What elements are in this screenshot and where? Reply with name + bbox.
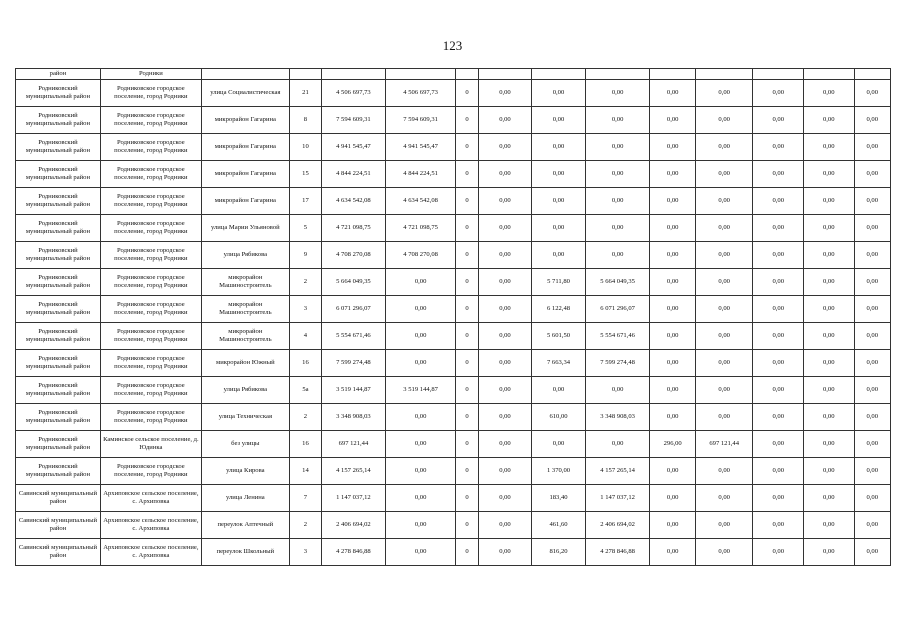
amount-cell: 0,00	[385, 539, 456, 566]
settlement-cell: Родниковское городское поселение, город Родники	[100, 377, 201, 404]
district-cell: Родниковский муниципальный район	[16, 458, 101, 485]
amount-cell: 0,00	[854, 107, 891, 134]
district-cell: Савинский муниципальный район	[16, 539, 101, 566]
total-cost-cell: 7 599 274,48	[322, 350, 386, 377]
amount-cell: 0,00	[695, 350, 753, 377]
amount-cell: 0,00	[695, 215, 753, 242]
settlement-cell: Архиповское сельское поселение, с. Архиповка	[100, 539, 201, 566]
area-cell: 0,00	[650, 161, 695, 188]
settlement-cell: Родники	[100, 69, 201, 80]
amount-cell: 0,00	[478, 134, 532, 161]
area-cell: 0,00	[650, 296, 695, 323]
amount-cell: 0,00	[854, 512, 891, 539]
amount-cell: 0,00	[585, 431, 650, 458]
amount-cell: 0,00	[753, 323, 804, 350]
district-cell: Савинский муниципальный район	[16, 485, 101, 512]
total-cost-cell: 3 348 908,03	[322, 404, 386, 431]
district-cell: Родниковский муниципальный район	[16, 107, 101, 134]
area-cell: 0,00	[650, 485, 695, 512]
amount-cell: 0,00	[585, 161, 650, 188]
table-row	[16, 188, 891, 215]
amount-cell: 0,00	[753, 134, 804, 161]
amount-cell: 0,00	[585, 242, 650, 269]
amount-cell: 0,00	[753, 512, 804, 539]
total-cost-cell: 4 278 846,88	[322, 539, 386, 566]
amount-cell: 0,00	[803, 458, 854, 485]
amount-cell: 0,00	[695, 161, 753, 188]
house-number-cell: 16	[289, 431, 321, 458]
amount-cell: 0,00	[695, 296, 753, 323]
district-cell: Родниковский муниципальный район	[16, 161, 101, 188]
amount-cell: 0,00	[478, 458, 532, 485]
area-cell: 5 601,50	[532, 323, 586, 350]
settlement-cell: Родниковское городское поселение, город Родники	[100, 404, 201, 431]
district-cell: Родниковский муниципальный район	[16, 188, 101, 215]
total-cost-cell: 4 721 098,75	[322, 215, 386, 242]
amount-cell: 4 506 697,73	[385, 80, 456, 107]
settlement-cell: Родниковское городское поселение, город Родники	[100, 134, 201, 161]
amount-cell: 0,00	[854, 161, 891, 188]
area-cell: 5 711,80	[532, 269, 586, 296]
amount-cell: 0,00	[478, 296, 532, 323]
table-row	[16, 134, 891, 161]
amount-cell: 0,00	[753, 80, 804, 107]
address-cell: микрорайон Машиностроитель	[201, 296, 289, 323]
amount-cell: 0,00	[585, 134, 650, 161]
table-row	[16, 458, 891, 485]
amount-cell: 0,00	[854, 215, 891, 242]
amount-cell: 6 071 296,07	[585, 296, 650, 323]
amount-cell: 0,00	[385, 269, 456, 296]
amount-cell: 0,00	[478, 512, 532, 539]
amount-cell: 0,00	[478, 539, 532, 566]
table-row	[16, 323, 891, 350]
count-cell: 0	[456, 80, 478, 107]
amount-cell: 4 941 545,47	[385, 134, 456, 161]
amount-cell: 0,00	[854, 539, 891, 566]
count-cell: 0	[456, 377, 478, 404]
area-cell: 0,00	[532, 188, 586, 215]
amount-cell: 0,00	[695, 134, 753, 161]
count-cell: 0	[456, 539, 478, 566]
total-cost-cell: 5 664 049,35	[322, 269, 386, 296]
amount-cell: 0,00	[585, 215, 650, 242]
amount-cell: 0,00	[854, 269, 891, 296]
amount-cell: 0,00	[695, 80, 753, 107]
area-cell: 0,00	[532, 215, 586, 242]
amount-cell: 0,00	[854, 431, 891, 458]
count-cell: 0	[456, 215, 478, 242]
amount-cell: 0,00	[753, 404, 804, 431]
amount-cell: 0,00	[803, 323, 854, 350]
amount-cell: 0,00	[803, 242, 854, 269]
amount-cell: 1 147 037,12	[585, 485, 650, 512]
settlement-cell: Родниковское городское поселение, город Родники	[100, 458, 201, 485]
address-cell: переулок Школьный	[201, 539, 289, 566]
table-row	[16, 80, 891, 107]
table-continuation-row	[16, 69, 891, 80]
house-number-cell: 7	[289, 485, 321, 512]
count-cell: 0	[456, 458, 478, 485]
table-row	[16, 485, 891, 512]
table-row	[16, 404, 891, 431]
address-cell: микрорайон Гагарина	[201, 134, 289, 161]
settlement-cell: Родниковское городское поселение, город Родники	[100, 350, 201, 377]
amount-cell: 0,00	[753, 485, 804, 512]
area-cell: 0,00	[650, 458, 695, 485]
amount-cell: 0,00	[585, 377, 650, 404]
total-cost-cell: 3 519 144,87	[322, 377, 386, 404]
amount-cell: 0,00	[695, 485, 753, 512]
address-cell: улица Кирова	[201, 458, 289, 485]
district-cell: Савинский муниципальный район	[16, 512, 101, 539]
amount-cell: 4 278 846,88	[585, 539, 650, 566]
amount-cell: 0,00	[478, 269, 532, 296]
area-cell: 0,00	[532, 242, 586, 269]
amount-cell: 5 664 049,35	[585, 269, 650, 296]
count-cell: 0	[456, 188, 478, 215]
area-cell: 183,40	[532, 485, 586, 512]
house-number-cell: 2	[289, 269, 321, 296]
amount-cell: 0,00	[854, 188, 891, 215]
amount-cell: 0,00	[695, 188, 753, 215]
amount-cell: 0,00	[478, 242, 532, 269]
amount-cell: 4 844 224,51	[385, 161, 456, 188]
amount-cell: 0,00	[478, 107, 532, 134]
district-cell: район	[16, 69, 101, 80]
district-cell: Родниковский муниципальный район	[16, 431, 101, 458]
amount-cell: 0,00	[803, 161, 854, 188]
amount-cell: 0,00	[478, 350, 532, 377]
amount-cell: 0,00	[385, 431, 456, 458]
district-cell: Родниковский муниципальный район	[16, 80, 101, 107]
area-cell: 6 122,48	[532, 296, 586, 323]
house-number-cell: 3	[289, 539, 321, 566]
amount-cell: 0,00	[753, 242, 804, 269]
area-cell: 0,00	[650, 242, 695, 269]
total-cost-cell: 4 157 265,14	[322, 458, 386, 485]
area-cell: 0,00	[532, 431, 586, 458]
amount-cell: 0,00	[695, 512, 753, 539]
house-number-cell: 3	[289, 296, 321, 323]
amount-cell: 0,00	[803, 188, 854, 215]
total-cost-cell: 7 594 609,31	[322, 107, 386, 134]
area-cell: 0,00	[650, 377, 695, 404]
address-cell: улица Рябикова	[201, 242, 289, 269]
amount-cell: 0,00	[753, 215, 804, 242]
area-cell: 0,00	[532, 161, 586, 188]
house-number-cell: 2	[289, 512, 321, 539]
district-cell: Родниковский муниципальный район	[16, 404, 101, 431]
amount-cell: 0,00	[854, 80, 891, 107]
amount-cell: 0,00	[854, 134, 891, 161]
page-number: 123	[442, 38, 463, 53]
count-cell: 0	[456, 107, 478, 134]
address-cell: улица Марии Ульяновой	[201, 215, 289, 242]
amount-cell: 0,00	[753, 107, 804, 134]
amount-cell: 4 708 270,08	[385, 242, 456, 269]
amount-cell: 5 554 671,46	[585, 323, 650, 350]
amount-cell: 0,00	[803, 269, 854, 296]
amount-cell: 0,00	[803, 377, 854, 404]
address-cell: переулок Аптечный	[201, 512, 289, 539]
total-cost-cell: 6 071 296,07	[322, 296, 386, 323]
area-cell: 0,00	[650, 215, 695, 242]
table-row	[16, 242, 891, 269]
house-number-cell: 5	[289, 215, 321, 242]
amount-cell: 0,00	[854, 377, 891, 404]
amount-cell: 7 599 274,48	[585, 350, 650, 377]
amount-cell: 0,00	[478, 80, 532, 107]
settlement-cell: Родниковское городское поселение, город Родники	[100, 161, 201, 188]
total-cost-cell: 697 121,44	[322, 431, 386, 458]
address-cell: улица Техническая	[201, 404, 289, 431]
amount-cell: 0,00	[478, 161, 532, 188]
count-cell: 0	[456, 485, 478, 512]
area-cell: 0,00	[650, 350, 695, 377]
amount-cell: 0,00	[695, 458, 753, 485]
count-cell: 0	[456, 350, 478, 377]
amount-cell: 0,00	[854, 296, 891, 323]
house-number-cell: 2	[289, 404, 321, 431]
amount-cell: 0,00	[385, 458, 456, 485]
amount-cell: 0,00	[478, 485, 532, 512]
amount-cell: 0,00	[854, 242, 891, 269]
amount-cell: 697 121,44	[695, 431, 753, 458]
amount-cell: 0,00	[695, 539, 753, 566]
table-row	[16, 431, 891, 458]
area-cell: 0,00	[650, 404, 695, 431]
amount-cell: 0,00	[478, 377, 532, 404]
house-number-cell: 15	[289, 161, 321, 188]
area-cell: 610,00	[532, 404, 586, 431]
address-cell: микрорайон Гагарина	[201, 161, 289, 188]
area-cell: 0,00	[650, 539, 695, 566]
house-number-cell: 17	[289, 188, 321, 215]
area-cell: 0,00	[650, 269, 695, 296]
settlement-cell: Родниковское городское поселение, город Родники	[100, 107, 201, 134]
address-cell: без улицы	[201, 431, 289, 458]
total-cost-cell: 5 554 671,46	[322, 323, 386, 350]
district-cell: Родниковский муниципальный район	[16, 296, 101, 323]
area-cell: 0,00	[650, 107, 695, 134]
amount-cell: 0,00	[803, 107, 854, 134]
total-cost-cell: 4 844 224,51	[322, 161, 386, 188]
district-cell: Родниковский муниципальный район	[16, 134, 101, 161]
amount-cell: 0,00	[854, 350, 891, 377]
count-cell: 0	[456, 269, 478, 296]
amount-cell: 0,00	[478, 431, 532, 458]
count-cell: 0	[456, 323, 478, 350]
amount-cell: 0,00	[478, 404, 532, 431]
address-cell: микрорайон Южный	[201, 350, 289, 377]
amount-cell: 0,00	[803, 134, 854, 161]
amount-cell: 0,00	[803, 539, 854, 566]
amount-cell: 0,00	[753, 350, 804, 377]
amount-cell: 0,00	[803, 485, 854, 512]
settlement-cell: Архиповское сельское поселение, с. Архиповка	[100, 485, 201, 512]
amount-cell: 0,00	[385, 485, 456, 512]
table-row	[16, 377, 891, 404]
area-cell: 461,60	[532, 512, 586, 539]
total-cost-cell: 1 147 037,12	[322, 485, 386, 512]
district-cell: Родниковский муниципальный район	[16, 377, 101, 404]
total-cost-cell: 4 506 697,73	[322, 80, 386, 107]
amount-cell: 0,00	[753, 188, 804, 215]
house-number-cell: 5а	[289, 377, 321, 404]
count-cell: 0	[456, 512, 478, 539]
address-cell: улица Ленина	[201, 485, 289, 512]
amount-cell: 0,00	[385, 350, 456, 377]
area-cell: 0,00	[532, 107, 586, 134]
address-cell: улица Рябикова	[201, 377, 289, 404]
amount-cell: 0,00	[854, 404, 891, 431]
amount-cell: 0,00	[753, 269, 804, 296]
house-number-cell: 8	[289, 107, 321, 134]
district-cell: Родниковский муниципальный район	[16, 323, 101, 350]
area-cell: 0,00	[532, 80, 586, 107]
amount-cell: 4 157 265,14	[585, 458, 650, 485]
count-cell: 0	[456, 242, 478, 269]
address-cell: микрорайон Гагарина	[201, 188, 289, 215]
total-cost-cell: 4 941 545,47	[322, 134, 386, 161]
area-cell: 0,00	[650, 188, 695, 215]
table-row	[16, 107, 891, 134]
district-cell: Родниковский муниципальный район	[16, 242, 101, 269]
address-cell: улица Социалистическая	[201, 80, 289, 107]
amount-cell: 3 348 908,03	[585, 404, 650, 431]
settlement-cell: Родниковское городское поселение, город Родники	[100, 80, 201, 107]
house-number-cell: 4	[289, 323, 321, 350]
amount-cell: 0,00	[385, 512, 456, 539]
settlement-cell: Родниковское городское поселение, город Родники	[100, 269, 201, 296]
amount-cell: 0,00	[585, 107, 650, 134]
area-cell: 1 370,00	[532, 458, 586, 485]
area-cell: 0,00	[650, 512, 695, 539]
count-cell: 0	[456, 404, 478, 431]
house-number-cell: 16	[289, 350, 321, 377]
data-table	[15, 68, 891, 566]
address-cell: микрорайон Машиностроитель	[201, 323, 289, 350]
total-cost-cell: 2 406 694,02	[322, 512, 386, 539]
amount-cell: 0,00	[803, 215, 854, 242]
amount-cell: 4 721 098,75	[385, 215, 456, 242]
settlement-cell: Родниковское городское поселение, город Родники	[100, 323, 201, 350]
settlement-cell: Родниковское городское поселение, город Родники	[100, 188, 201, 215]
table-row	[16, 161, 891, 188]
amount-cell: 0,00	[695, 107, 753, 134]
table-row	[16, 512, 891, 539]
amount-cell: 0,00	[753, 296, 804, 323]
amount-cell: 0,00	[753, 377, 804, 404]
amount-cell: 0,00	[385, 296, 456, 323]
amount-cell: 0,00	[585, 80, 650, 107]
count-cell: 0	[456, 134, 478, 161]
amount-cell: 4 634 542,08	[385, 188, 456, 215]
amount-cell: 0,00	[695, 323, 753, 350]
amount-cell: 0,00	[854, 323, 891, 350]
area-cell: 0,00	[532, 377, 586, 404]
area-cell: 816,20	[532, 539, 586, 566]
area-cell: 0,00	[650, 323, 695, 350]
settlement-cell: Архиповское сельское поселение, с. Архиповка	[100, 512, 201, 539]
house-number-cell: 14	[289, 458, 321, 485]
settlement-cell: Родниковское городское поселение, город Родники	[100, 215, 201, 242]
amount-cell: 0,00	[753, 458, 804, 485]
district-cell: Родниковский муниципальный район	[16, 269, 101, 296]
amount-cell: 0,00	[854, 485, 891, 512]
amount-cell: 0,00	[695, 404, 753, 431]
settlement-cell: Родниковское городское поселение, город Родники	[100, 242, 201, 269]
area-cell: 7 663,34	[532, 350, 586, 377]
house-number-cell: 10	[289, 134, 321, 161]
amount-cell: 0,00	[854, 458, 891, 485]
address-cell: микрорайон Гагарина	[201, 107, 289, 134]
address-cell: микрорайон Машиностроитель	[201, 269, 289, 296]
count-cell: 0	[456, 161, 478, 188]
amount-cell: 0,00	[803, 512, 854, 539]
settlement-cell: Каминское сельское поселение, д. Юдинка	[100, 431, 201, 458]
count-cell: 0	[456, 296, 478, 323]
amount-cell: 0,00	[803, 80, 854, 107]
amount-cell: 0,00	[753, 431, 804, 458]
table-row	[16, 269, 891, 296]
amount-cell: 0,00	[585, 188, 650, 215]
table-row	[16, 215, 891, 242]
table-row	[16, 296, 891, 323]
amount-cell: 0,00	[385, 323, 456, 350]
total-cost-cell: 4 708 270,08	[322, 242, 386, 269]
amount-cell: 2 406 694,02	[585, 512, 650, 539]
count-cell: 0	[456, 431, 478, 458]
amount-cell: 0,00	[478, 323, 532, 350]
amount-cell: 0,00	[753, 539, 804, 566]
amount-cell: 0,00	[753, 161, 804, 188]
amount-cell: 0,00	[478, 215, 532, 242]
table-row	[16, 350, 891, 377]
area-cell: 296,00	[650, 431, 695, 458]
amount-cell: 0,00	[695, 269, 753, 296]
amount-cell: 0,00	[803, 431, 854, 458]
house-number-cell: 21	[289, 80, 321, 107]
amount-cell: 0,00	[385, 404, 456, 431]
amount-cell: 7 594 609,31	[385, 107, 456, 134]
area-cell: 0,00	[532, 134, 586, 161]
area-cell: 0,00	[650, 80, 695, 107]
settlement-cell: Родниковское городское поселение, город Родники	[100, 296, 201, 323]
amount-cell: 0,00	[478, 188, 532, 215]
district-cell: Родниковский муниципальный район	[16, 215, 101, 242]
area-cell: 0,00	[650, 134, 695, 161]
amount-cell: 0,00	[695, 242, 753, 269]
amount-cell: 0,00	[803, 350, 854, 377]
amount-cell: 3 519 144,87	[385, 377, 456, 404]
table-row	[16, 539, 891, 566]
amount-cell: 0,00	[803, 404, 854, 431]
amount-cell: 0,00	[695, 377, 753, 404]
total-cost-cell: 4 634 542,08	[322, 188, 386, 215]
district-cell: Родниковский муниципальный район	[16, 350, 101, 377]
amount-cell: 0,00	[803, 296, 854, 323]
house-number-cell: 9	[289, 242, 321, 269]
